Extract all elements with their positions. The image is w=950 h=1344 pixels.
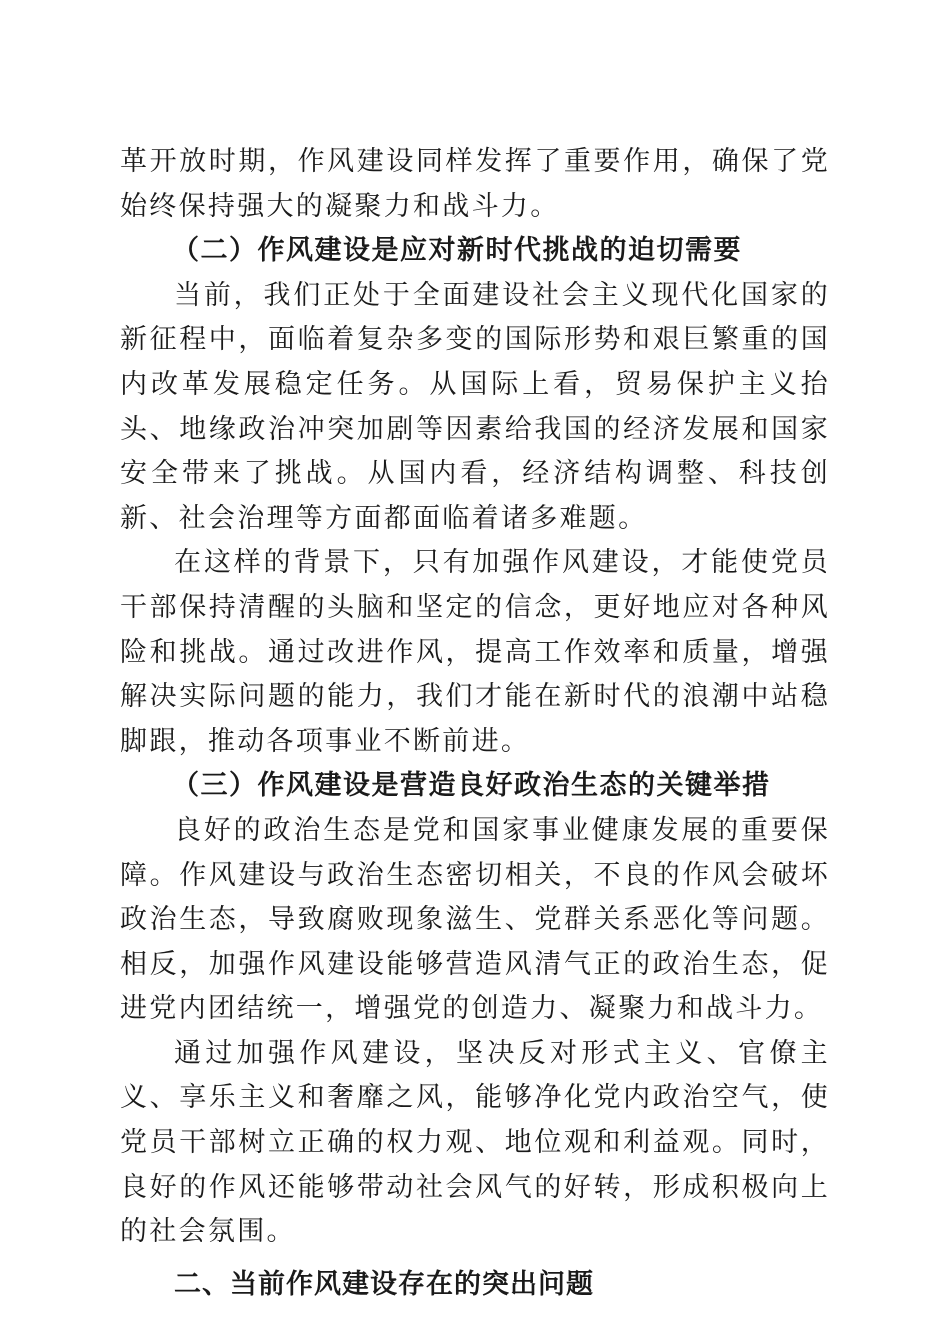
paragraph: 通过加强作风建设，坚决反对形式主义、官僚主义、享乐主义和奢靡之风，能够净化党内政治空气，使党员干部树立正确的权力观、地位观和利益观。同时，良好的作风还能够带动社会风气的好转，形成积极向上的社会氛围。 xyxy=(120,1037,830,1248)
paragraph-continuation: 革开放时期，作风建设同样发挥了重要作用，确保了党始终保持强大的凝聚力和战斗力。 xyxy=(120,146,830,222)
subheading-2: （二）作风建设是应对新时代挑战的迫切需要 xyxy=(172,235,742,267)
section-heading: 二、当前作风建设存在的突出问题 xyxy=(174,1268,594,1300)
paragraph: 在这样的背景下，只有加强作风建设，才能使党员干部保持清醒的头脑和坚定的信念，更好地应对各种风险和挑战。通过改进作风，提高工作效率和质量，增强解决实际问题的能力，我们才能在新时代的浪潮中站稳脚跟，推动各项事业不断前进。 xyxy=(120,547,830,757)
subheading-3: （三）作风建设是营造良好政治生态的关键举措 xyxy=(172,770,771,802)
paragraph: 良好的政治生态是党和国家事业健康发展的重要保障。作风建设与政治生态密切相关，不良的作风会破坏政治生态，导致腐败现象滋生、党群关系恶化等问题。相反，加强作风建设能够营造风清气正的政治生态，促进党内团结统一，增强党的创造力、凝聚力和战斗力。 xyxy=(120,814,830,1025)
document-body xyxy=(120,140,830,1307)
paragraph: 当前，我们正处于全面建设社会主义现代化国家的新征程中，面临着复杂多变的国际形势和艰巨繁重的国内改革发展稳定任务。从国际上看，贸易保护主义抬头、地缘政治冲突加剧等因素给我国的经济发展和国家安全带来了挑战。从国内看，经济结构调整、科技创新、社会治理等方面都面临着诸多难题。 xyxy=(120,279,830,534)
